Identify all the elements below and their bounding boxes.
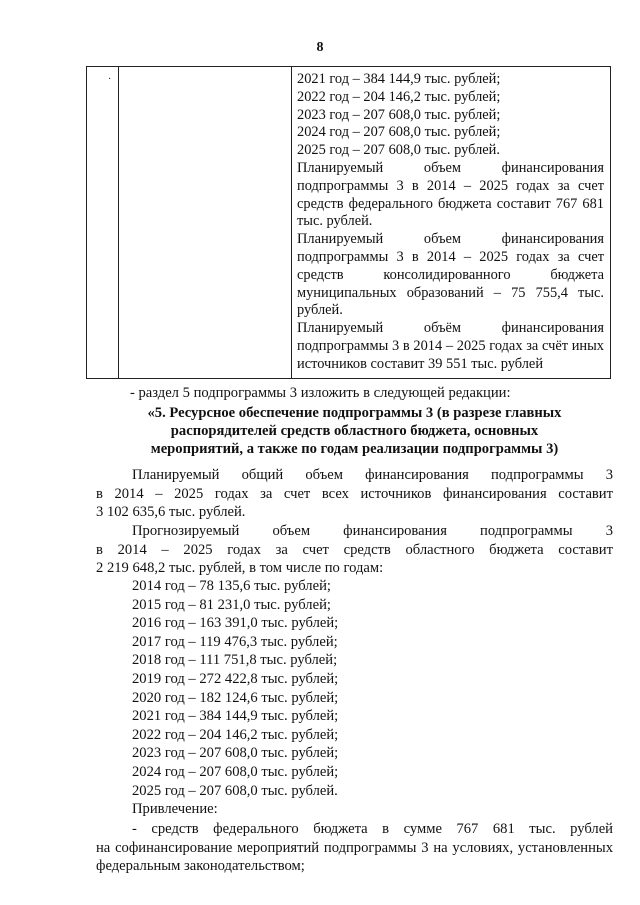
year-item: 2014 год – 78 135,6 тыс. рублей;	[132, 578, 331, 594]
paragraph-line: в 2014 – 2025 годах за счет средств областного бюджета составит	[96, 541, 613, 558]
paragraph-line: 3 102 635,6 тыс. рублей.	[96, 504, 246, 521]
paragraph-line: федеральным законодательством;	[96, 858, 305, 875]
section-heading-line: «5. Ресурсное обеспечение подпрограммы 3 (в разрезе главных	[147, 405, 562, 421]
attraction-label: Привлечение:	[132, 801, 218, 818]
cell-dot: ·	[108, 74, 112, 85]
paragraph-line: в 2014 – 2025 годах за счет всех источников финансирования составит	[96, 485, 613, 502]
table-year-line: 2024 год – 207 608,0 тыс. рублей;	[297, 124, 501, 141]
table-paragraph-municipal: Планируемый объем финансирования подпрограммы 3 в 2014 – 2025 годах за счет средств консолидированного бюджета муниципальных образований – 75 755,4 тыс. рублей.	[297, 231, 604, 319]
year-item: 2024 год – 207 608,0 тыс. рублей;	[132, 763, 339, 780]
year-item: 2022 год – 204 146,2 тыс. рублей;	[132, 726, 339, 743]
paragraph-line: 2 219 648,2 тыс. рублей, в том числе по годам:	[96, 560, 384, 577]
paragraph-line: на софинансирование мероприятий подпрограммы 3 на условиях, установленных	[96, 839, 613, 856]
year-item: 2023 год – 207 608,0 тыс. рублей;	[132, 745, 339, 762]
year-item: 2025 год – 207 608,0 тыс. рублей.	[132, 782, 338, 799]
table-year-line: 2022 год – 204 146,2 тыс. рублей;	[297, 88, 501, 105]
year-item: 2015 год – 81 231,0 тыс. рублей;	[132, 596, 331, 613]
paragraph-total	[96, 466, 613, 522]
year-item: 2018 год – 111 751,8 тыс. рублей;	[132, 652, 338, 669]
year-item: 2019 год – 272 422,8 тыс. рублей;	[132, 670, 339, 687]
table-paragraph-federal: Планируемый объем финансирования подпрограммы 3 в 2014 – 2025 годах за счет средств федерального бюджета составит 767 681 тыс. рублей.	[297, 159, 604, 230]
years-list	[96, 577, 613, 819]
year-item: 2021 год – 384 144,9 тыс. рублей;	[132, 708, 339, 725]
year-item: 2017 год – 119 476,3 тыс. рублей;	[132, 633, 338, 650]
year-item: 2016 год – 163 391,0 тыс. рублей;	[132, 615, 339, 632]
table-year-line: 2021 год – 384 144,9 тыс. рублей;	[297, 71, 501, 87]
table-paragraph-other: Планируемый объём финансирования подпрограммы 3 в 2014 – 2025 годах за счёт иных источников составит 39 551 тыс. рублей	[297, 320, 604, 372]
intro-text: - раздел 5 подпрограммы 3 изложить в следующей редакции:	[130, 385, 511, 401]
paragraph-federal-cofinancing	[96, 820, 613, 876]
table-row	[87, 67, 611, 379]
year-item: 2020 год – 182 124,6 тыс. рублей;	[132, 689, 339, 706]
table-year-line: 2025 год – 207 608,0 тыс. рублей.	[297, 142, 500, 159]
section-heading-line: мероприятий, а также по годам реализации подпрограммы 3)	[150, 441, 559, 457]
paragraph-line: Прогнозируемый объем финансирования подпрограммы 3	[132, 523, 613, 539]
paragraph-line: - средств федерального бюджета в сумме 767 681 тыс. рублей	[132, 821, 613, 837]
page-number: 8	[316, 40, 324, 55]
section-heading-line: распорядителей средств областного бюджета, основных	[170, 423, 539, 439]
table-year-line: 2023 год – 207 608,0 тыс. рублей;	[297, 106, 501, 123]
continuation-table	[86, 66, 611, 379]
intro-line	[130, 384, 610, 403]
table-cell-label	[119, 67, 292, 379]
table-cell-content	[292, 67, 611, 379]
paragraph-line: Планируемый общий объем финансирования подпрограммы 3	[132, 467, 613, 483]
paragraph-regional	[96, 522, 613, 578]
table-cell-number	[87, 67, 119, 379]
